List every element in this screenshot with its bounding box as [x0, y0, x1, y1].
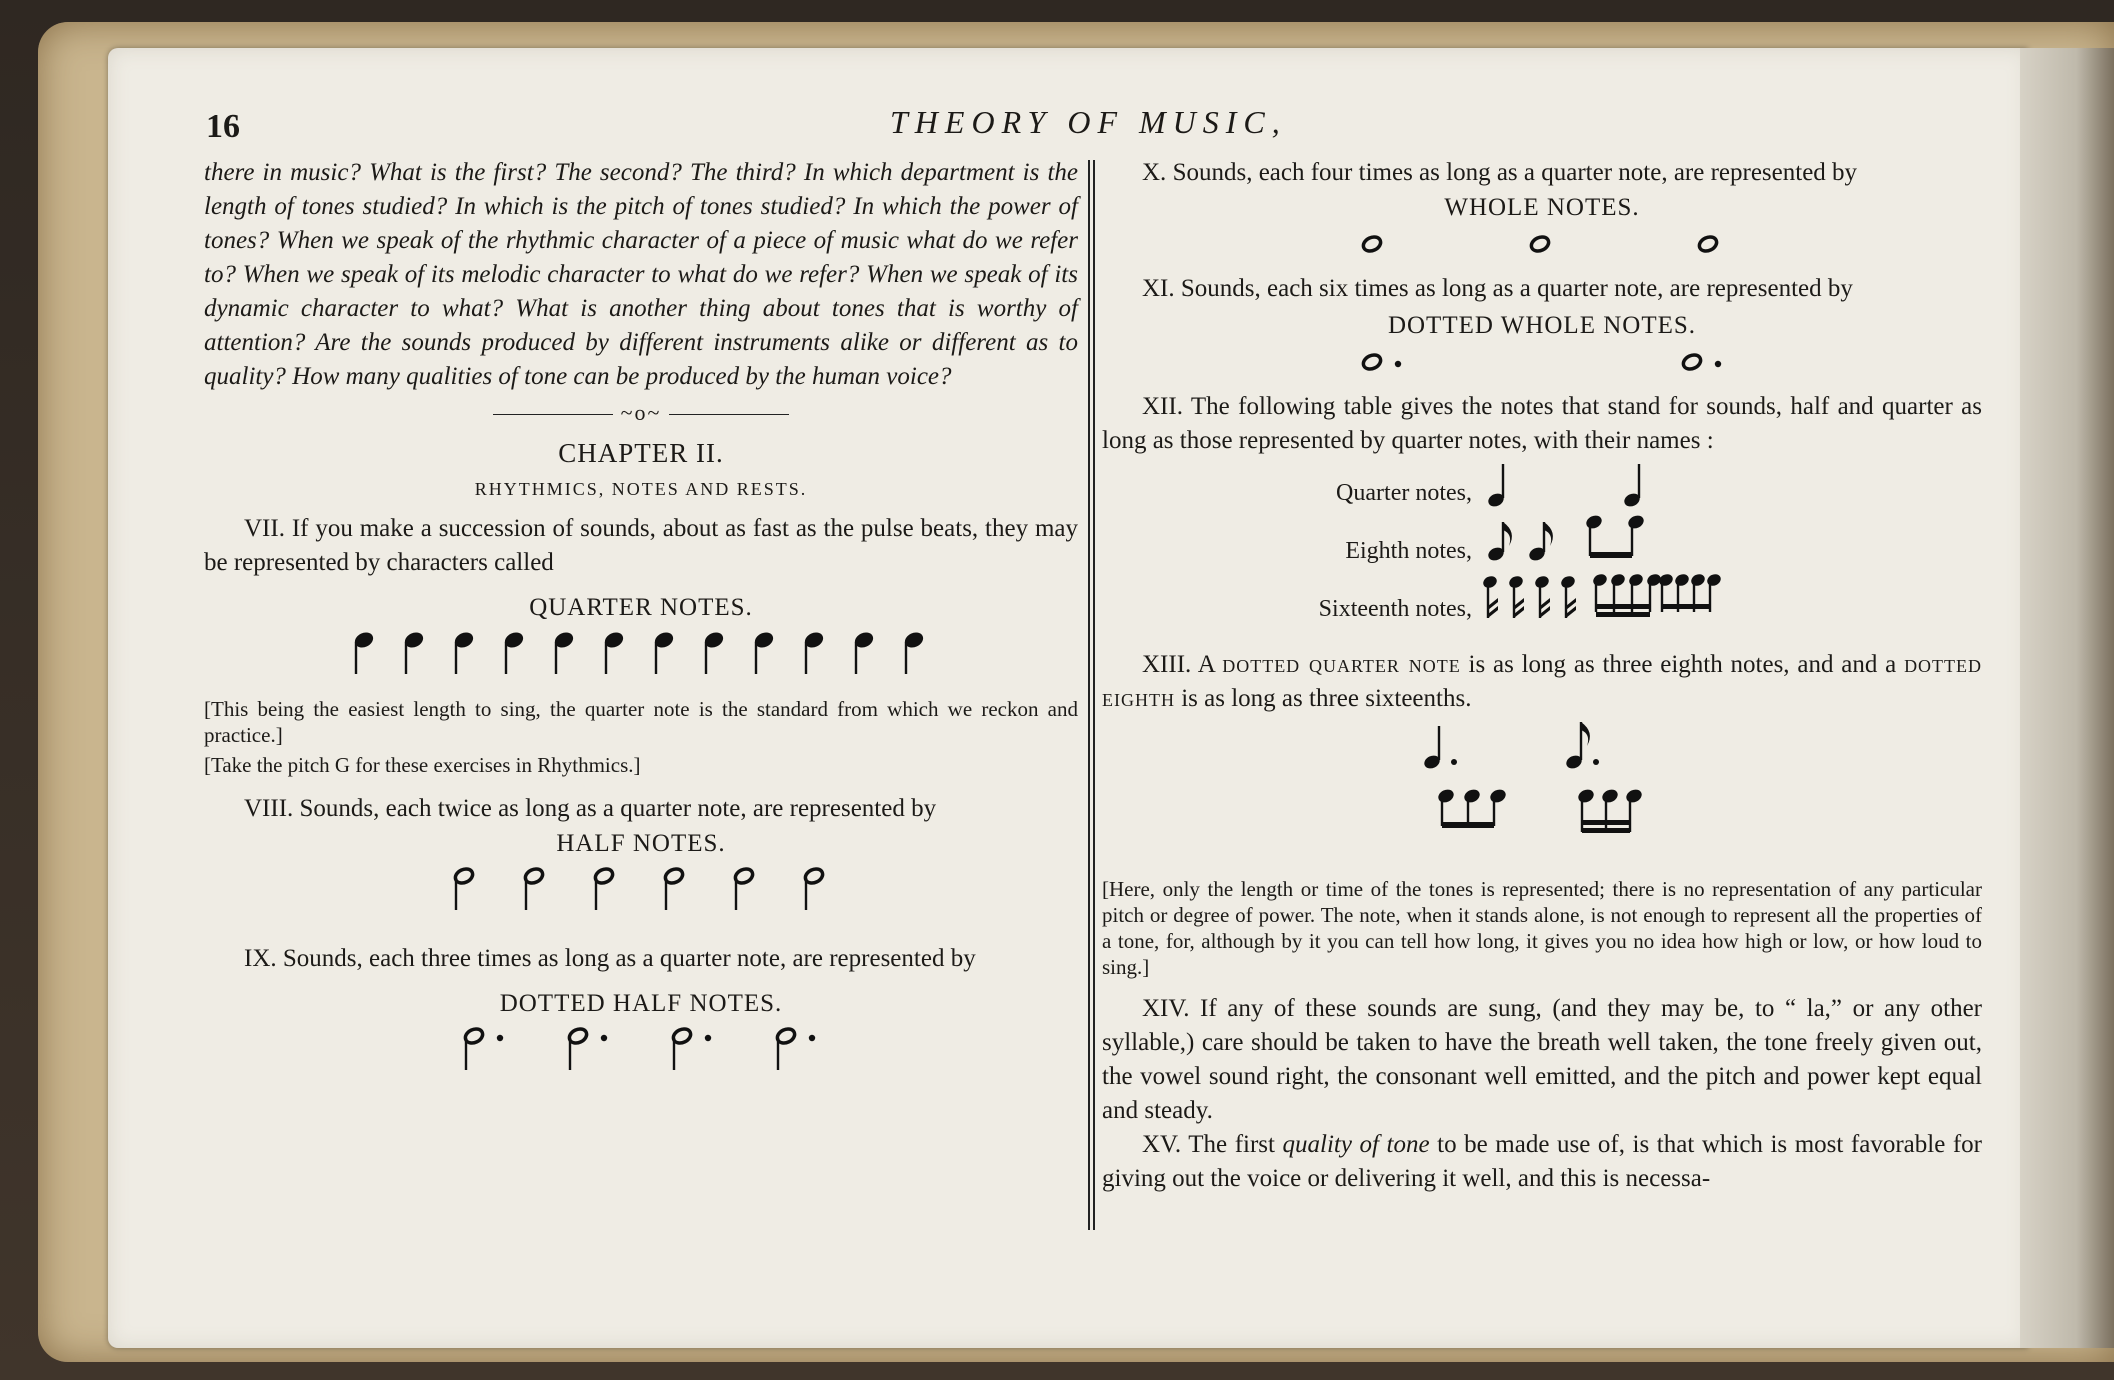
dotted-half-notes-row: [204, 1024, 1078, 1084]
paragraph-text: Sounds, each three times as long as a quarter note, are represented by: [282, 945, 976, 972]
paragraph-text: If you make a succession of sounds, about as fast as the pulse beats, they may be represented by characters called: [204, 515, 1078, 576]
note-table-figure: [1482, 458, 1802, 648]
quarter-note: [903, 630, 925, 674]
paragraph-numeral: XII.: [1142, 393, 1183, 420]
running-head: THEORY OF MUSIC,: [890, 104, 1287, 140]
half-note: [453, 866, 475, 910]
half-notes-heading: HALF NOTES.: [556, 830, 726, 857]
bracket-note-1: [This being the easiest length to sing, the quarter note is the standard from which we reckon and practice.]: [204, 697, 1078, 747]
quarter-note: [453, 630, 475, 674]
term-dotted-quarter: dotted quarter note: [1222, 651, 1461, 678]
emphasis-quality-of-tone: quality of tone: [1282, 1131, 1430, 1158]
right-column: [1102, 156, 1982, 1196]
page-edge: [2020, 48, 2114, 1348]
paragraph-text: A: [1197, 651, 1215, 678]
quarter-note-glyphs: [1486, 464, 1642, 509]
half-note: [663, 866, 685, 910]
whole-notes-row: [1102, 228, 1982, 264]
whole-notes-figure: [1102, 228, 1982, 264]
half-notes-figure: [204, 864, 1078, 924]
quarter-note: [853, 630, 875, 674]
dotted-whole-note: [1681, 352, 1721, 371]
paragraph-text: is as long as three eighth notes, and and a: [1468, 651, 1897, 678]
paragraph-text: The following table gives the notes that stand for sounds, half and quarter as long as those represented by quarter notes, with their names :: [1102, 393, 1982, 454]
dotted-note-figure: [1102, 716, 1982, 856]
quarter-note: [503, 630, 525, 674]
dotted-half-note: [671, 1026, 711, 1070]
dotted-half-note: [775, 1026, 815, 1070]
half-note: [523, 866, 545, 910]
review-questions: there in music? What is the first? The second? The third? In which department is the length of tones studied? In which is the pitch of tones studied? In which the power of tones? When we speak of the rhythmic character of a piece of music what do we refer to? When we speak of its melodic character to what do we refer? When we speak of its dynamic character to what? What is another thing about tones that is worthy of attention? Are the sounds produced by different instruments alike or different as to quality? How many qualities of tone can be produced by the human voice?: [204, 159, 1078, 390]
paragraph-x: [1102, 156, 1982, 190]
left-column: [204, 156, 1078, 1092]
paragraph-numeral: IX.: [244, 945, 277, 972]
dotted-quarter-example: [1422, 726, 1508, 828]
paragraph-text: The first: [1188, 1131, 1275, 1158]
paragraph-text: Sounds, each twice as long as a quarter note, are represented by: [299, 795, 937, 822]
paragraph-viii: [204, 792, 1078, 826]
dotted-half-note: [463, 1026, 503, 1070]
half-note: [593, 866, 615, 910]
paragraph-xv: [1102, 1128, 1982, 1196]
ornament-rule-right: [669, 414, 789, 415]
quarter-notes-heading: QUARTER NOTES.: [529, 594, 753, 621]
quarter-note: [653, 630, 675, 674]
paragraph-vii: [204, 512, 1078, 580]
sixteenth-note-glyphs: [1482, 572, 1723, 618]
eighth-note-glyphs: [1486, 513, 1646, 563]
whole-notes-heading: WHOLE NOTES.: [1444, 194, 1640, 221]
ornament-glyph: ~o~: [620, 400, 662, 425]
paragraph-xiv: [1102, 992, 1982, 1128]
paragraph-text: is as long as three sixteenths.: [1181, 685, 1472, 712]
page-number: 16: [206, 108, 240, 145]
paragraph-xiii: [1102, 648, 1982, 716]
column-divider: [1088, 160, 1095, 1230]
whole-note: [1697, 234, 1719, 253]
paragraph-numeral: XV.: [1142, 1131, 1182, 1158]
quarter-note: [603, 630, 625, 674]
dotted-half-notes-heading: DOTTED HALF NOTES.: [499, 990, 783, 1017]
quarter-note: [703, 630, 725, 674]
paragraph-numeral: XI.: [1142, 275, 1175, 302]
paragraph-text: Sounds, each four times as long as a quarter note, are represented by: [1172, 159, 1858, 186]
paragraph-numeral: XIII.: [1142, 651, 1192, 678]
note-table: [1102, 464, 1982, 638]
section-ornament: [204, 400, 1078, 426]
whole-note: [1529, 234, 1551, 253]
note-table-label: Eighth notes,: [1345, 537, 1472, 564]
quarter-note: [753, 630, 775, 674]
paragraph-text: Sounds, each six times as long as a quarter note, are represented by: [1180, 275, 1853, 302]
dotted-whole-notes-heading: DOTTED WHOLE NOTES.: [1387, 312, 1697, 339]
quarter-notes-figure: [204, 628, 1078, 688]
bracket-note-3: [Here, only the length or time of the tones is represented; there is no representation of any particular pitch or degree of power. The note, when it stands alone, is not enough to represent all the properties of a tone, for, although by it you can tell how long, it gives you no idea how high or low, or how loud to sing.]: [1102, 877, 1982, 979]
dotted-whole-notes-figure: [1102, 346, 1982, 382]
quarter-note: [353, 630, 375, 674]
quarter-notes-row: [204, 628, 1078, 688]
dotted-half-notes-figure: [204, 1024, 1078, 1084]
quarter-note: [803, 630, 825, 674]
paragraph-xii: [1102, 390, 1982, 458]
paragraph-text: If any of these sounds are sung, (and they may be, to “ la,” or any other syllable,) care should be taken to have the breath well taken, the tone freely given out, the vowel sound right, the consonant well emitted, and the pitch and power kept equal and steady.: [1102, 995, 1982, 1124]
paragraph-numeral: VIII.: [244, 795, 294, 822]
half-note: [803, 866, 825, 910]
chapter-subtitle: RHYTHMICS, NOTES AND RESTS.: [474, 479, 808, 499]
half-notes-row: [204, 864, 1078, 924]
half-note: [733, 866, 755, 910]
dotted-whole-note: [1361, 352, 1401, 371]
dotted-half-note: [567, 1026, 607, 1070]
bracket-note-2: [Take the pitch G for these exercises in Rhythmics.]: [204, 753, 641, 777]
ornament-rule-left: [493, 414, 613, 415]
dotted-whole-notes-row: [1102, 346, 1982, 382]
paragraph-numeral: XIV.: [1142, 995, 1190, 1022]
paragraph-ix: [204, 942, 1078, 976]
paragraph-xi: [1102, 272, 1982, 306]
note-table-label: Quarter notes,: [1336, 479, 1472, 506]
chapter-title: CHAPTER II.: [558, 438, 724, 468]
note-table-label: Sixteenth notes,: [1318, 595, 1472, 622]
quarter-note: [553, 630, 575, 674]
paragraph-numeral: VII.: [244, 515, 285, 542]
quarter-note: [403, 630, 425, 674]
whole-note: [1361, 234, 1383, 253]
dotted-eighth-example: [1564, 722, 1644, 833]
paragraph-text: to be made use of, is that which is most favorable for giving out the voice or delivering it well, and this is necessa-: [1102, 1131, 1982, 1192]
term-dotted-eighth: dotted eighth: [1102, 651, 1983, 712]
paragraph-numeral: X.: [1142, 159, 1167, 186]
dotted-note-example: [1102, 716, 1982, 856]
